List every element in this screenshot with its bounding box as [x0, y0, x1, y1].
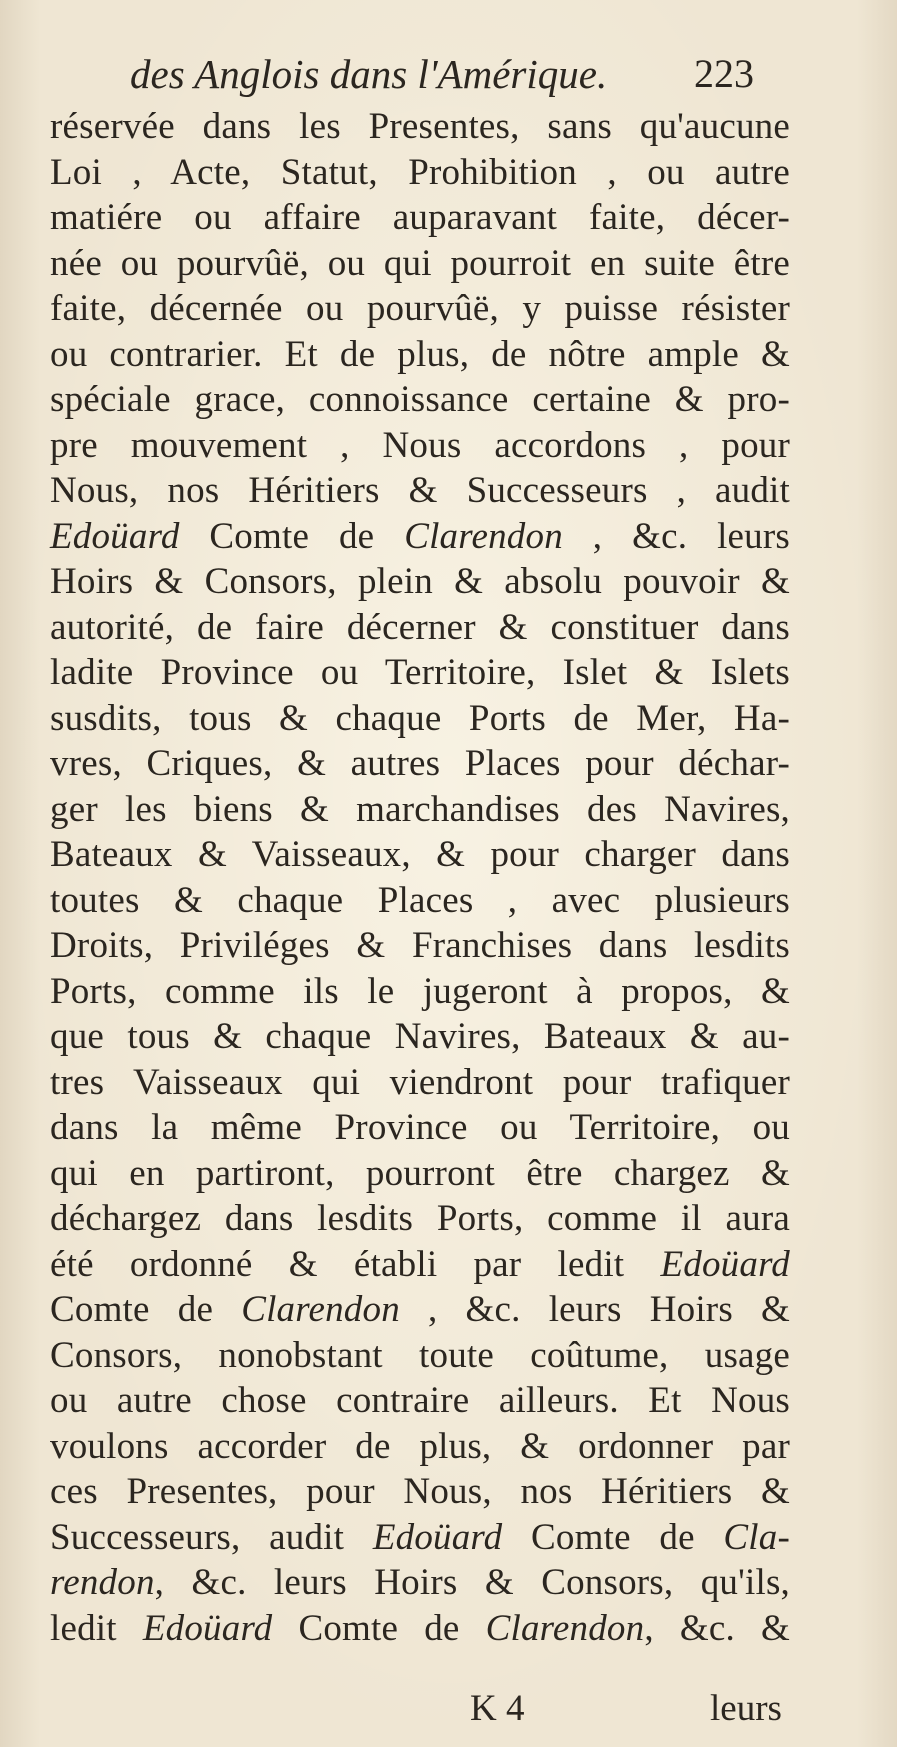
- text-line: [50, 1469, 790, 1515]
- text-line: [50, 559, 790, 605]
- text-segment: ces Presentes, pour Nous, nos Héritiers &: [50, 1471, 790, 1512]
- text-line: [50, 787, 790, 833]
- text-line: [50, 1242, 790, 1288]
- text-segment: , &c. leurs: [562, 515, 790, 557]
- text-segment: , &c. leurs Hoirs & Consors, qu'ils,: [154, 1562, 790, 1603]
- text-line: [50, 650, 790, 696]
- text-line: [50, 1287, 790, 1333]
- text-line: [50, 1105, 790, 1151]
- text-segment: autorité, de faire décerner & constituer dans: [50, 606, 790, 648]
- text-segment: Ports, comme ils le jugeront à propos, &: [50, 970, 790, 1012]
- text-segment: déchargez dans lesdits Ports, comme il aura: [50, 1198, 790, 1239]
- text-segment: ledit: [50, 1607, 143, 1649]
- text-segment: vres, Criques, & autres Places pour déchar-: [50, 743, 790, 784]
- body-text: [50, 104, 790, 1651]
- italic-text-segment: Edoüard: [50, 515, 180, 557]
- text-line: [50, 1515, 790, 1561]
- text-segment: pre mouvement , Nous accordons , pour: [50, 424, 790, 466]
- text-segment: Consors, nonobstant toute coûtume, usage: [50, 1334, 790, 1376]
- text-line: [50, 286, 790, 332]
- text-line: [50, 832, 790, 878]
- running-head-title: des Anglois dans l'Amérique.: [130, 51, 608, 97]
- text-line: [50, 605, 790, 651]
- text-segment: Droits, Priviléges & Franchises dans lesdits: [50, 925, 790, 966]
- text-segment: que tous & chaque Navires, Bateaux & au-: [50, 1016, 790, 1057]
- text-line: [50, 468, 790, 514]
- text-segment: née ou pourvûë, ou qui pourroit en suite être: [50, 242, 790, 284]
- text-segment: , &c. &: [644, 1607, 790, 1649]
- text-line: [50, 1333, 790, 1379]
- text-segment: ou autre chose contraire ailleurs. Et Nous: [50, 1380, 790, 1421]
- text-segment: faite, décernée ou pourvûë, y puisse résister: [50, 288, 790, 329]
- text-segment: , &c. leurs Hoirs &: [399, 1289, 791, 1330]
- page-number: 223: [694, 51, 754, 96]
- text-segment: Bateaux & Vaisseaux, & pour charger dans: [50, 834, 790, 875]
- text-segment: ou contrarier. Et de plus, de nôtre ample &: [50, 333, 790, 375]
- italic-text-segment: Clarendon: [404, 515, 563, 557]
- text-line: [50, 423, 790, 469]
- text-segment: réservée dans les Presentes, sans qu'aucune: [50, 106, 790, 147]
- text-segment: qui en partiront, pourront être chargez &: [50, 1152, 790, 1194]
- text-segment: Comte de: [50, 1289, 242, 1330]
- text-line: [50, 241, 790, 287]
- text-line: [50, 1060, 790, 1106]
- text-line: [50, 195, 790, 241]
- text-line: [50, 696, 790, 742]
- text-segment: Comte de: [179, 515, 405, 557]
- italic-text-segment: Edoüard: [660, 1243, 790, 1285]
- text-line: [50, 1151, 790, 1197]
- text-line: [50, 1606, 790, 1652]
- text-segment: Loi , Acte, Statut, Prohibition , ou autre: [50, 151, 790, 193]
- text-segment: Comte de: [272, 1607, 486, 1649]
- italic-text-segment: Edoüard: [372, 1516, 503, 1558]
- text-segment: matiére ou affaire auparavant faite, décer-: [50, 197, 790, 238]
- text-segment: Nous, nos Héritiers & Successeurs , audit: [50, 470, 790, 511]
- text-line: [50, 514, 790, 560]
- signature-mark: K 4: [470, 1688, 525, 1729]
- text-line: [50, 150, 790, 196]
- text-line: [50, 377, 790, 423]
- text-line: [50, 969, 790, 1015]
- running-head: [130, 44, 830, 104]
- text-line: [50, 923, 790, 969]
- text-line: [50, 878, 790, 924]
- text-line: [50, 332, 790, 378]
- italic-text-segment: Clarendon: [241, 1289, 400, 1330]
- text-segment: Comte de: [502, 1516, 724, 1558]
- text-segment: été ordonné & établi par ledit: [50, 1243, 661, 1285]
- text-segment: spéciale grace, connoissance certaine & pro-: [50, 379, 790, 420]
- text-line: [50, 1196, 790, 1242]
- text-segment: ger les biens & marchandises des Navires,: [50, 788, 790, 830]
- text-line: [50, 1014, 790, 1060]
- text-line: [50, 741, 790, 787]
- text-segment: Hoirs & Consors, plein & absolu pouvoir &: [50, 561, 790, 602]
- catchword: leurs: [710, 1688, 782, 1729]
- text-line: [50, 104, 790, 150]
- italic-text-segment: Clarendon: [485, 1607, 645, 1649]
- text-segment: toutes & chaque Places , avec plusieurs: [50, 879, 790, 921]
- text-line: [50, 1378, 790, 1424]
- text-segment: dans la même Province ou Territoire, ou: [50, 1107, 790, 1148]
- text-segment: voulons accorder de plus, & ordonner par: [50, 1425, 790, 1467]
- text-line: [50, 1560, 790, 1606]
- italic-text-segment: Edoüard: [142, 1607, 273, 1649]
- text-segment: ladite Province ou Territoire, Islet & Islets: [50, 652, 790, 693]
- italic-text-segment: rendon: [50, 1562, 155, 1603]
- italic-text-segment: Cla-: [723, 1516, 790, 1558]
- text-segment: tres Vaisseaux qui viendront pour trafiquer: [50, 1061, 790, 1103]
- text-segment: Successeurs, audit: [50, 1516, 373, 1558]
- text-segment: susdits, tous & chaque Ports de Mer, Ha-: [50, 697, 790, 739]
- text-line: [50, 1424, 790, 1470]
